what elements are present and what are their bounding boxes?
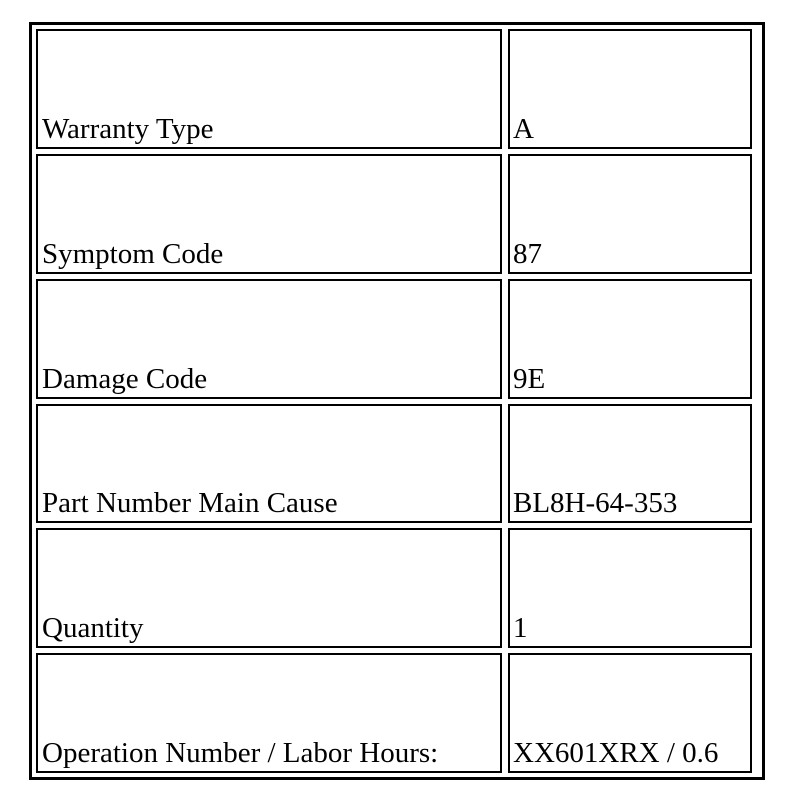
warranty-claim-table: [29, 22, 765, 780]
label-quantity: Quantity: [36, 528, 502, 648]
table-grid: [36, 29, 758, 773]
value-operation-number-labor-hours: XX601XRX / 0.6: [508, 653, 752, 773]
value-part-number-main-cause: BL8H-64-353: [508, 404, 752, 524]
label-damage-code: Damage Code: [36, 279, 502, 399]
value-warranty-type: A: [508, 29, 752, 149]
label-warranty-type: Warranty Type: [36, 29, 502, 149]
value-damage-code: 9E: [508, 279, 752, 399]
label-symptom-code: Symptom Code: [36, 154, 502, 274]
value-symptom-code: 87: [508, 154, 752, 274]
label-operation-number-labor-hours: Operation Number / Labor Hours:: [36, 653, 502, 773]
value-quantity: 1: [508, 528, 752, 648]
label-part-number-main-cause: Part Number Main Cause: [36, 404, 502, 524]
